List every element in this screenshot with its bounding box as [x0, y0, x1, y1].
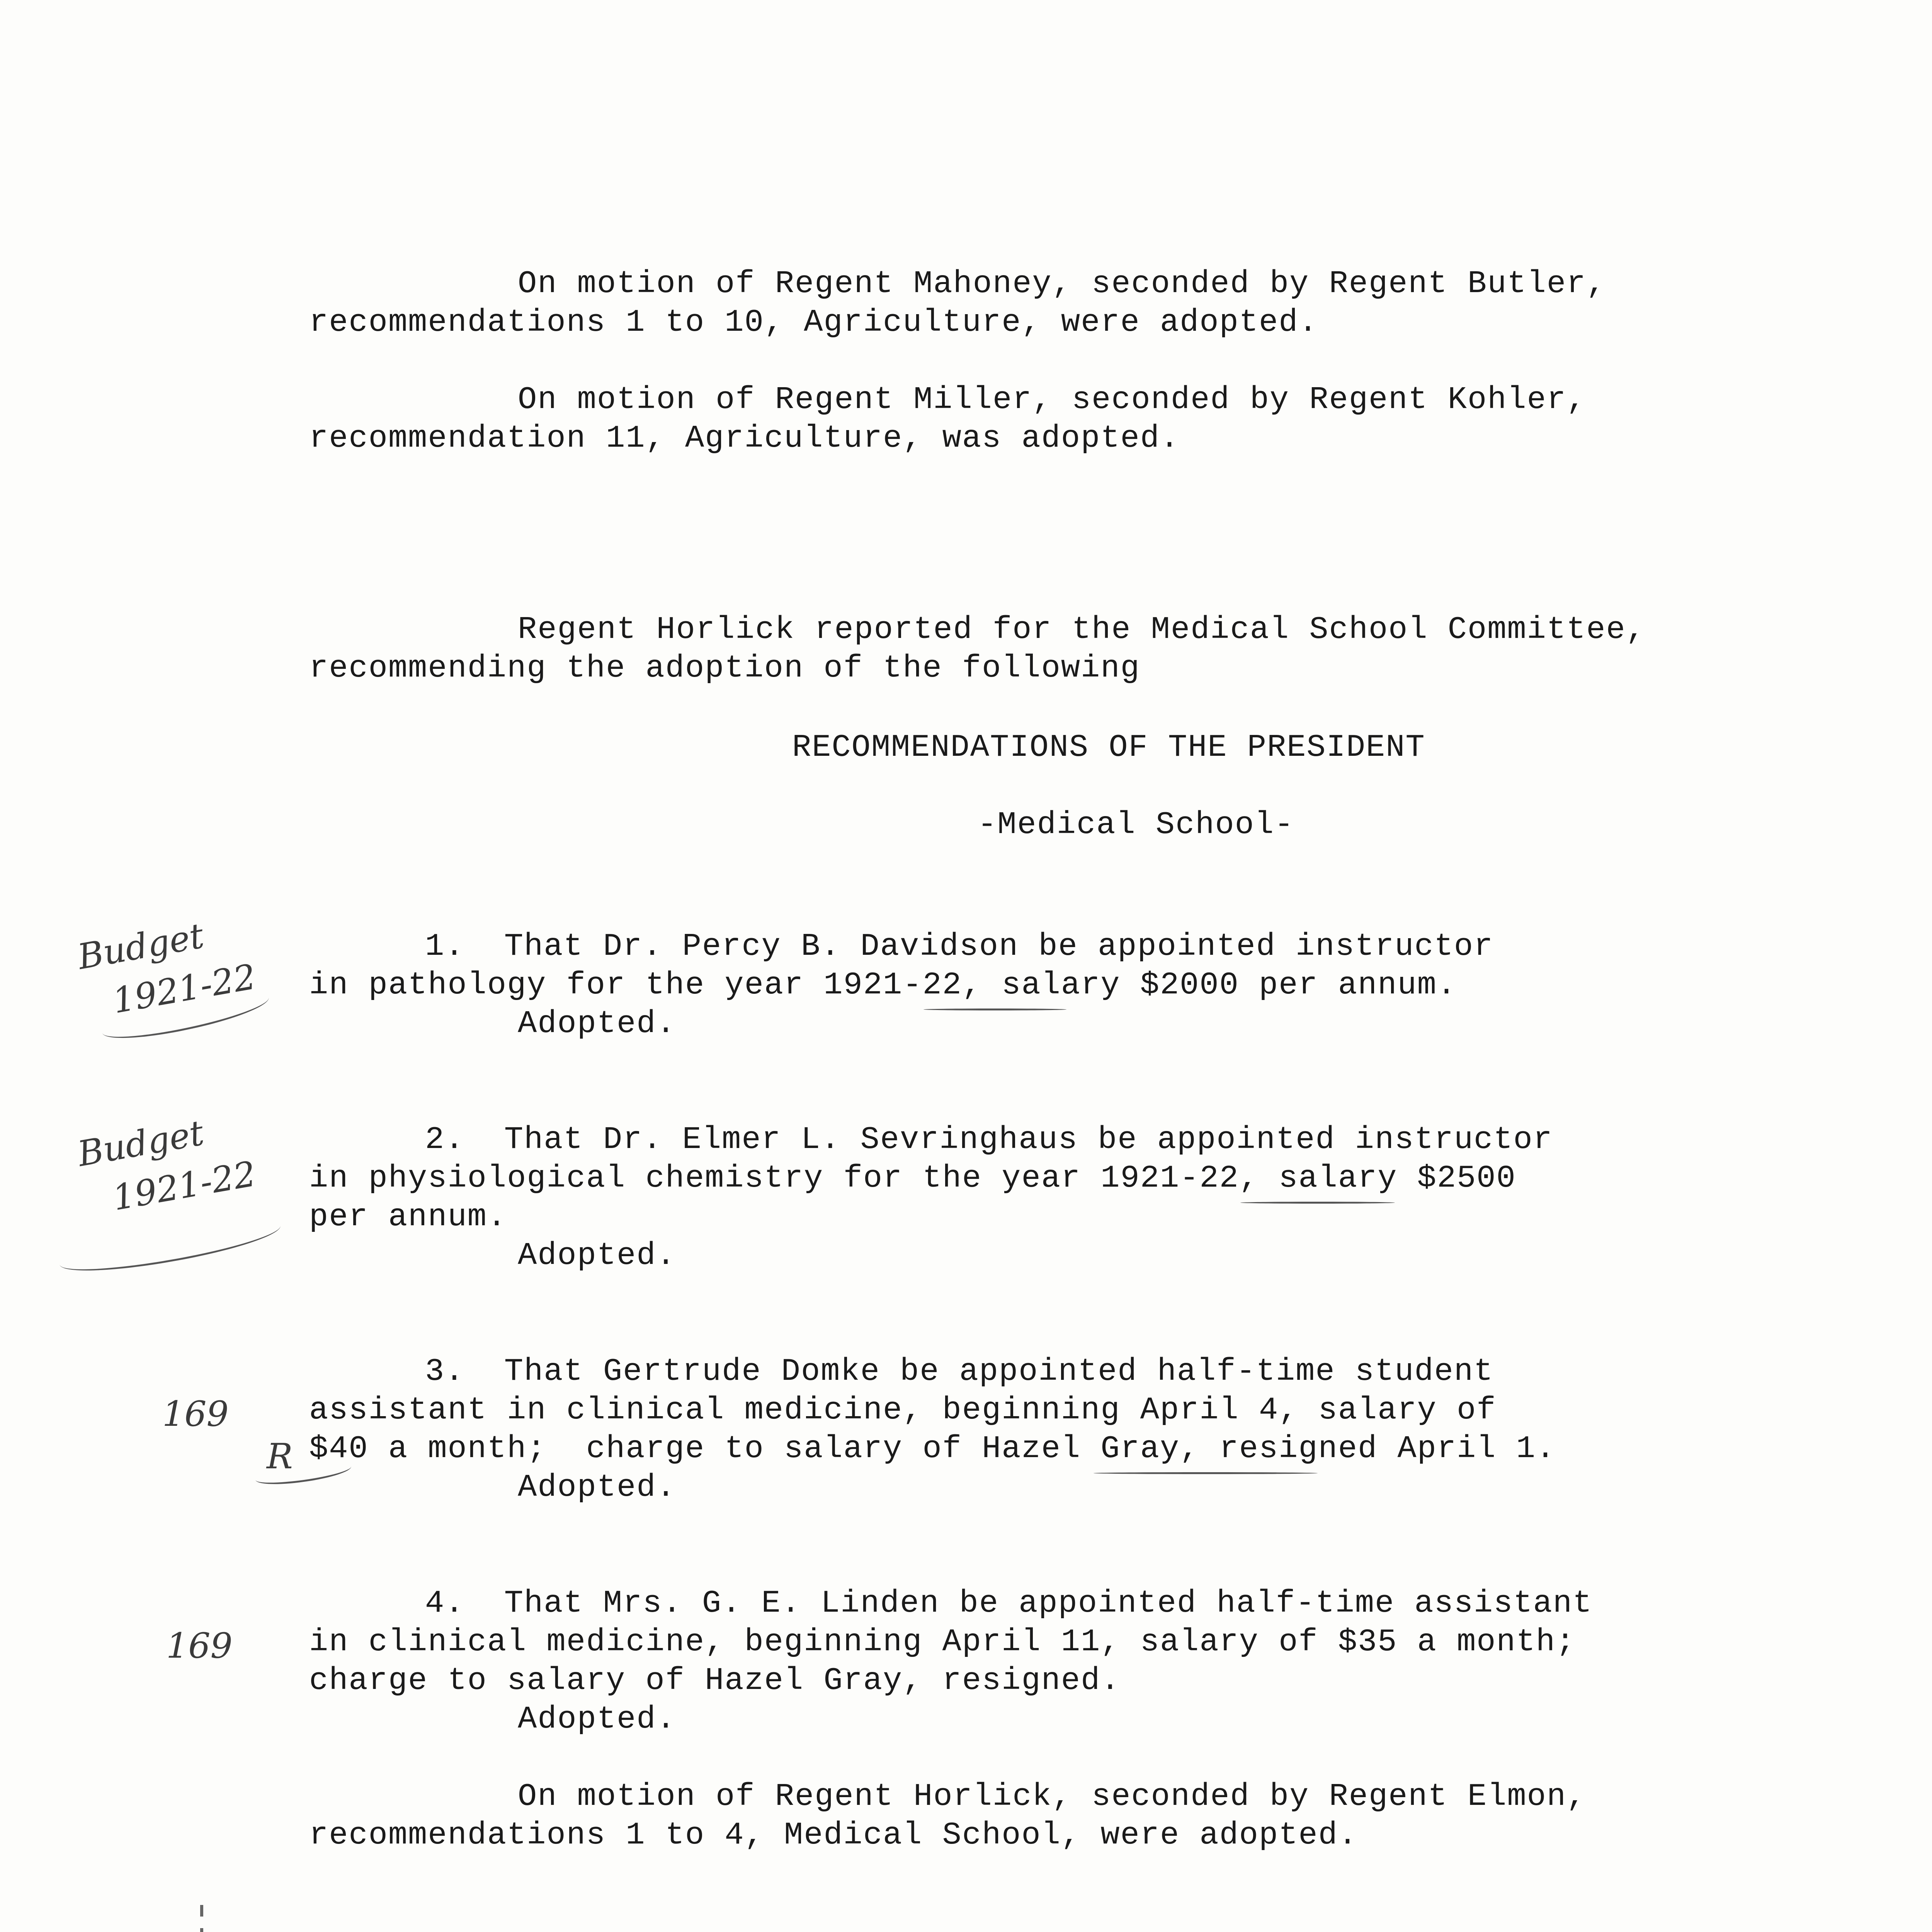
agri-motion-1-line-1: On motion of Regent Mahoney, seconded by Regent Butler, [518, 266, 1606, 302]
underline-hazel-gray [1094, 1472, 1318, 1474]
agri-motion-2-line-1: On motion of Regent Miller, seconded by Regent Kohler, [518, 382, 1587, 418]
margin-note-budget-1: Budget [75, 915, 207, 978]
medical-item-3-line-2: assistant in clinical medicine, beginning April 4, salary of [309, 1392, 1497, 1428]
medical-motion-line-2: recommendations 1 to 4, Medical School, were adopted. [309, 1817, 1358, 1853]
agri-motion-1-line-2: recommendations 1 to 10, Agriculture, were adopted. [309, 304, 1318, 340]
margin-note-r: R [267, 1436, 293, 1477]
medical-item-1-line-1: 1. That Dr. Percy B. Davidson be appointed instructor [425, 929, 1494, 964]
margin-note-budget-2: Budget [75, 1112, 207, 1175]
medical-item-3-line-3: $40 a month; charge to salary of Hazel Gray, resigned April 1. [309, 1431, 1556, 1467]
medical-item-3-line-1: 3. That Gertrude Domke be appointed half-time student [425, 1354, 1494, 1389]
agri-motion-2-line-2: recommendation 11, Agriculture, was adopted. [309, 420, 1180, 456]
underline-year-1 [923, 1009, 1066, 1010]
underline-year-2 [1240, 1202, 1395, 1204]
medical-item-4-status: Adopted. [518, 1701, 676, 1737]
medical-item-2-status: Adopted. [518, 1238, 676, 1274]
margin-bracket-2 [57, 1209, 283, 1281]
medical-item-1-status: Adopted. [518, 1006, 676, 1042]
margin-note-year-1: 1921-22 [109, 956, 259, 1022]
scan-speck [200, 1928, 203, 1932]
medical-item-1-line-2: in pathology for the year 1921-22, salary $2000 per annum. [309, 967, 1457, 1003]
medical-item-4-line-2: in clinical medicine, beginning April 11, salary of $35 a month; [309, 1624, 1576, 1660]
medical-item-3-status: Adopted. [518, 1469, 676, 1505]
medical-intro-line-2: recommending the adoption of the following [309, 650, 1140, 686]
medical-item-4-line-1: 4. That Mrs. G. E. Linden be appointed half-time assistant [425, 1585, 1593, 1621]
medical-item-2-line-3: per annum. [309, 1199, 507, 1235]
margin-note-year-2: 1921-22 [109, 1153, 259, 1219]
medical-item-2-line-2: in physiological chemistry for the year 1921-22, salary $2500 [309, 1160, 1516, 1196]
scan-speck [200, 1905, 203, 1917]
medical-section-subheading: -Medical School- [978, 807, 1294, 843]
margin-note-169-b: 169 [166, 1626, 233, 1666]
medical-section-heading: RECOMMENDATIONS OF THE PRESIDENT [792, 730, 1425, 765]
medical-item-2-line-1: 2. That Dr. Elmer L. Sevringhaus be appointed instructor [425, 1122, 1553, 1158]
medical-motion-line-1: On motion of Regent Horlick, seconded by Regent Elmon, [518, 1779, 1587, 1815]
margin-note-169-a: 169 [162, 1394, 229, 1434]
medical-intro-line-1: Regent Horlick reported for the Medical School Committee, [518, 612, 1646, 648]
medical-item-4-line-3: charge to salary of Hazel Gray, resigned. [309, 1663, 1121, 1699]
